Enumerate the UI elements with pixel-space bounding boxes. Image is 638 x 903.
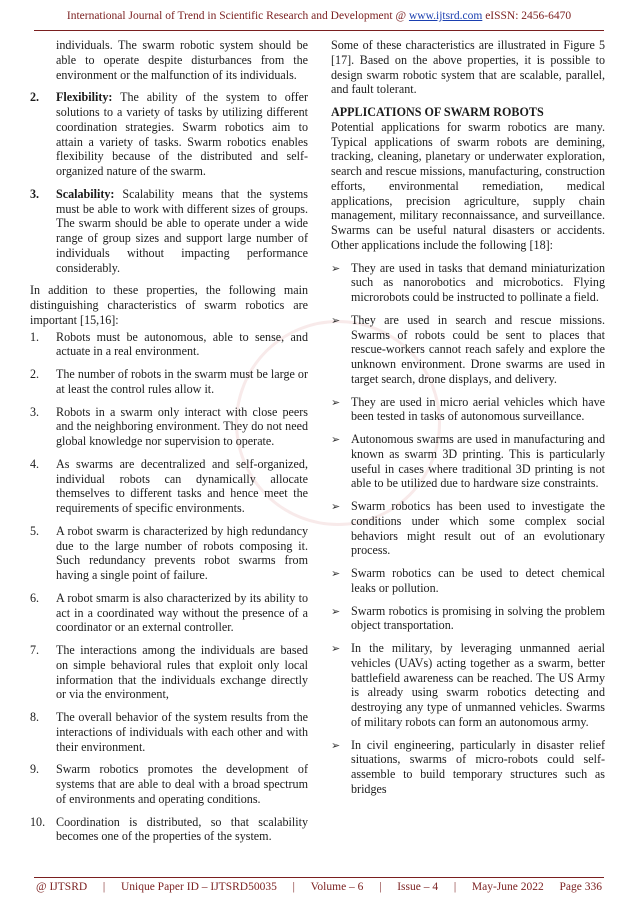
arrow-bullet-icon: ➢	[331, 567, 341, 580]
list-number: 7.	[30, 643, 40, 657]
bullet-text: They are used in tasks that demand miniaturization such as nanorobotics and microbotics. Flying microrobots could be instructed to pollinate a field.	[351, 260, 605, 304]
list-number: 3.	[30, 404, 40, 419]
list-number: 6.	[30, 590, 40, 605]
header-rule	[34, 30, 604, 31]
list-item	[30, 524, 308, 583]
property-label: Flexibility:	[56, 90, 113, 105]
property-number: 2.	[30, 90, 40, 105]
bullet-item	[331, 499, 605, 558]
arrow-bullet-icon: ➢	[331, 604, 341, 618]
bullet-item	[331, 604, 605, 634]
list-number: 1.	[30, 329, 40, 344]
property-item	[30, 187, 308, 276]
bullet-item	[331, 432, 605, 491]
arrow-bullet-icon: ➢	[331, 433, 341, 446]
footer-date: May-June 2022	[471, 881, 544, 893]
list-text: The number of robots in the swarm must be large or at least the control rules allow it.	[56, 367, 308, 396]
list-item	[30, 457, 308, 516]
list-number: 5.	[30, 523, 40, 538]
footer-issue: Issue – 4	[397, 881, 439, 893]
list-text: A robot smarm is also characterized by its ability to act in a coordinated way without the presence of a coordinator or an external controller.	[56, 590, 308, 635]
property-1-continuation: individuals. The swarm robotic system should be able to operate despite disturbances from the environment or the malfunction of its individuals.	[56, 38, 308, 82]
characteristics-intro: In addition to these properties, the following main distinguishing characteristics of swarm robotics are important [15,16]:	[30, 283, 308, 327]
bullet-item	[331, 395, 605, 425]
right-column	[331, 38, 605, 805]
list-number: 9.	[30, 762, 40, 777]
list-text: Coordination is distributed, so that scalability becomes one of the properties of the system.	[56, 814, 308, 844]
running-header	[0, 10, 638, 22]
arrow-bullet-icon: ➢	[331, 642, 341, 655]
arrow-bullet-icon: ➢	[331, 395, 341, 409]
list-item	[30, 405, 308, 449]
property-label: Scalability:	[56, 186, 115, 201]
footer-rule	[34, 877, 604, 878]
left-column	[30, 38, 308, 852]
list-item	[30, 762, 308, 806]
list-text: Swarm robotics promotes the development of systems that are able to deal with a broad spectrum of environments and operating conditions.	[56, 762, 308, 806]
running-footer: @ IJTSRD | Unique Paper ID – IJTSRD50035 | Volume – 6 | Issue – 4 | May-June 2022 Page 336	[36, 881, 602, 893]
footer-volume: Volume – 6	[310, 881, 364, 893]
arrow-bullet-icon: ➢	[331, 313, 341, 327]
property-item	[30, 90, 308, 179]
list-item	[30, 815, 308, 845]
footer-journal: @ IJTSRD	[36, 881, 88, 893]
applications-paragraph: Potential applications for swarm robotics are many. Typical applications of swarm robots are demining, tracking, cleaning, planetary or underwater exploration, search and rescue missions, manufacturing, construction efforts, environmental remediation, medical applications, precision agriculture, supply chain management, military reconnaissance, and surveillance. Swarms can be useful natural disasters or accidents. Other applications include the following [18]:	[331, 119, 605, 252]
property-text: Scalability means that the systems must be able to work with different sizes of groups. The swarm should be able to operate under a wide range of group sizes and support large number of individuals without impacting performance considerably.	[56, 186, 308, 275]
bullet-text: In the military, by leveraging unmanned aerial vehicles (UAVs) acting together as a swarm, better battlefield awareness can be reached. The US Army is already using swarm robotics detecting and destroying any type of unmanned vehicles. Swarms of military robots can form an autonomous army.	[351, 641, 605, 729]
journal-name: International Journal of Trend in Scientific Research and Development @	[66, 10, 407, 22]
list-text: The interactions among the individuals are based on simple behavioral rules that exploit only local information that the individuals exchange directly or via the environment,	[56, 643, 308, 702]
arrow-bullet-icon: ➢	[331, 738, 341, 752]
section-heading: APPLICATIONS OF SWARM ROBOTS	[331, 105, 544, 119]
list-text: As swarms are decentralized and self-organized, individual robots can dynamically allocate themselves to different tasks and hence meet the requirements of specific environments.	[56, 456, 308, 515]
list-number: 8.	[30, 710, 40, 724]
journal-url-link[interactable]: www.ijtsrd.com	[408, 10, 483, 22]
bullet-item	[331, 261, 605, 305]
list-item	[30, 591, 308, 635]
footer-paper-id: Unique Paper ID – IJTSRD50035	[120, 881, 277, 893]
bullet-item	[331, 566, 605, 596]
bullet-item	[331, 313, 605, 387]
bullet-text: In civil engineering, particularly in disaster relief situations, swarms of micro-robots could self-assemble to build temporary structures such as bridges	[351, 737, 605, 796]
bullet-item	[331, 641, 605, 730]
bullet-text: They are used in search and rescue missions. Swarms of robots could be sent to places that rescue-workers cannot reach safely and explore the unknown environment. Drone swarms are used in target search, drone displays, and delivery.	[351, 312, 605, 386]
bullet-text: Swarm robotics can be used to detect chemical leaks or pollution.	[351, 566, 605, 595]
list-number: 10.	[30, 814, 46, 829]
bullet-text: Swarm robotics is promising in solving the problem object transportation.	[351, 603, 605, 633]
bullet-text: Autonomous swarms are used in manufacturing and known as swarm 3D printing. This is particularly useful in cases where traditional 3D printing is not able to be utilized due to hardware size constraints.	[351, 432, 605, 491]
list-number: 2.	[30, 367, 40, 381]
list-text: A robot swarm is characterized by high redundancy due to the large number of robots composing it. Such redundancy prevents robot swarms from having a single point of failure.	[56, 523, 308, 582]
bullet-text: They are used in micro aerial vehicles which have been tested in tasks of autonomous surveillance.	[351, 394, 605, 424]
list-text: The overall behavior of the system results from the interactions of individuals with each other and with their environment.	[56, 710, 308, 754]
list-item	[30, 367, 308, 397]
bullet-item	[331, 738, 605, 797]
list-item	[30, 643, 308, 702]
bullet-text: Swarm robotics has been used to investigate the conditions under which some complex social behaviors might result out of an evolutionary process.	[351, 499, 605, 558]
property-number: 3.	[30, 186, 40, 201]
list-item	[30, 330, 308, 360]
page-number: Page 336	[559, 881, 602, 893]
arrow-bullet-icon: ➢	[331, 500, 341, 513]
journal-issn: eISSN: 2456-6470	[485, 10, 572, 22]
list-text: Robots must be autonomous, able to sense, and actuate in a real environment.	[56, 329, 308, 359]
arrow-bullet-icon: ➢	[331, 261, 341, 275]
list-text: Robots in a swarm only interact with close peers and the neighboring environment. They do not need global knowledge nor supervision to operate.	[56, 404, 308, 448]
figure-continuation: Some of these characteristics are illustrated in Figure 5 [17]. Based on the above properties, it is possible to design swarm robotic system that are scalable, parallel, and fault tolerant.	[331, 38, 605, 97]
list-item	[30, 710, 308, 754]
property-text: The ability of the system to offer solutions to a variety of tasks by utilizing different coordination strategies. Swarm robotics aim to attain a variety of tasks. Swarm robotics enables flexibility because of the distributed and self-organized nature of the swarm.	[56, 90, 308, 178]
list-number: 4.	[30, 456, 40, 471]
